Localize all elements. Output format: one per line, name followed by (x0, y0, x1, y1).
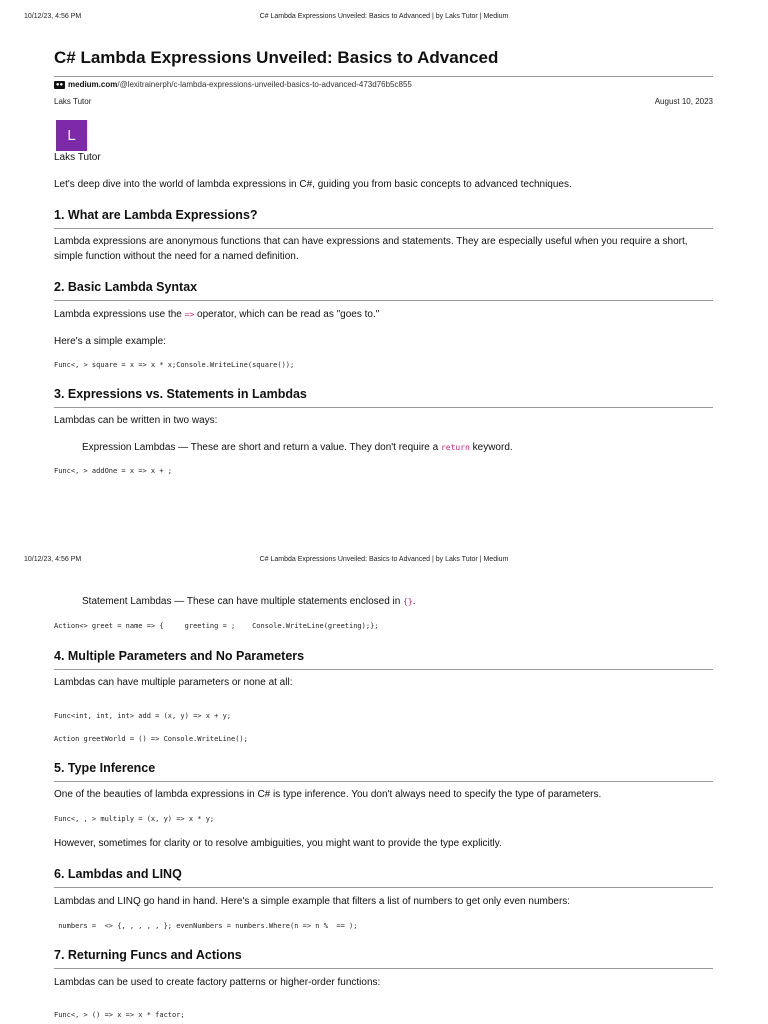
statement-lambdas-item (82, 594, 712, 609)
url-path: /@lexitrainerph/c-lambda-expressions-unveiled-basics-to-advanced-473d76b5c855 (117, 80, 412, 89)
text-after: operator, which can be read as "goes to." (194, 309, 380, 320)
section-2-paragraph-2: Here's a simple example: (54, 336, 166, 347)
section-1-heading: 1. What are Lambda Expressions? (54, 208, 258, 222)
section-1-divider (54, 228, 713, 229)
text-after: keyword. (469, 442, 513, 453)
inline-code-return: return (440, 443, 470, 452)
code-block-greet: Action<> greet = name => { greeting = ; Console.WriteLine(greeting);}; (54, 622, 379, 630)
avatar-letter: L (67, 127, 76, 144)
text-before: Statement Lambdas — These can have multiple statements enclosed in (82, 596, 404, 607)
section-6-paragraph: Lambdas and LINQ go hand in hand. Here's a simple example that filters a list of numbers to get only even numbers: (54, 896, 571, 907)
print-datetime-page-2: 10/12/23, 4:56 PM (24, 556, 82, 563)
section-3-paragraph: Lambdas can be written in two ways: (54, 415, 218, 426)
section-3-heading: 3. Expressions vs. Statements in Lambdas (54, 387, 307, 401)
section-6-heading: 6. Lambdas and LINQ (54, 867, 182, 881)
section-5-paragraph-2: However, sometimes for clarity or to resolve ambiguities, you might want to provide the type explicitly. (54, 838, 502, 849)
section-7-heading: 7. Returning Funcs and Actions (54, 948, 242, 962)
section-4-paragraph: Lambdas can have multiple parameters or none at all: (54, 677, 293, 688)
intro-paragraph: Let's deep dive into the world of lambda expressions in C#, guiding you from basic concepts to advanced techniques. (54, 179, 572, 190)
section-4-heading: 4. Multiple Parameters and No Parameters (54, 649, 305, 663)
text-after: . (412, 596, 416, 607)
medium-logo-icon: ●● (55, 81, 64, 88)
code-block-square: Func<, > square = x => x * x;Console.WriteLine(square()); (54, 361, 295, 369)
text-before: Expression Lambdas — These are short and return a value. They don't require a (82, 442, 441, 453)
url-domain: medium.com (68, 80, 118, 89)
section-2-heading: 2. Basic Lambda Syntax (54, 280, 198, 294)
section-4-divider (54, 669, 713, 670)
publish-date: August 10, 2023 (654, 97, 713, 106)
code-block-greetworld: Action greetWorld = () => Console.WriteLine(); (54, 735, 248, 743)
inline-code-arrow: => (184, 310, 195, 319)
section-5-paragraph-1: One of the beauties of lambda expressions in C# is type inference. You don't always need to specify the type of parameters. (54, 789, 602, 800)
inline-code-braces: {} (403, 597, 413, 606)
author-name[interactable]: Laks Tutor (54, 152, 101, 163)
section-5-heading: 5. Type Inference (54, 761, 156, 775)
code-block-add: Func<int, int, int> add = (x, y) => x + y; (54, 712, 232, 720)
print-doc-title-page-2: C# Lambda Expressions Unveiled: Basics to Advanced | by Laks Tutor | Medium (259, 556, 509, 563)
code-block-linq: numbers = <> {, , , , , }; evenNumbers = numbers.Where(n => n % == ); (54, 922, 358, 930)
code-block-multiply: Func<, , > multiply = (x, y) => x * y; (54, 815, 215, 823)
print-datetime: 10/12/23, 4:56 PM (24, 13, 82, 20)
text-before: Lambda expressions use the (54, 309, 185, 320)
section-2-paragraph-1 (54, 307, 719, 322)
section-1-paragraph: Lambda expressions are anonymous functions that can have expressions and statements. They are especially useful when you require a short, simple function without the need for a named definition. (54, 236, 688, 262)
print-doc-title: C# Lambda Expressions Unveiled: Basics to Advanced | by Laks Tutor | Medium (259, 13, 509, 20)
section-6-divider (54, 887, 713, 888)
avatar[interactable] (56, 120, 87, 151)
code-block-factory: Func<, > () => x => x * factor; (54, 1011, 185, 1019)
section-5-divider (54, 781, 713, 782)
byline-author: Laks Tutor (54, 97, 92, 106)
expression-lambdas-item (82, 440, 712, 455)
article-title: C# Lambda Expressions Unveiled: Basics to Advanced (54, 48, 499, 67)
title-divider (54, 76, 713, 77)
source-url[interactable] (54, 80, 412, 89)
code-block-addone: Func<, > addOne = x => x + ; (54, 467, 173, 475)
section-3-divider (54, 407, 713, 408)
section-2-divider (54, 300, 713, 301)
section-7-paragraph: Lambdas can be used to create factory patterns or higher-order functions: (54, 977, 381, 988)
section-7-divider (54, 968, 713, 969)
